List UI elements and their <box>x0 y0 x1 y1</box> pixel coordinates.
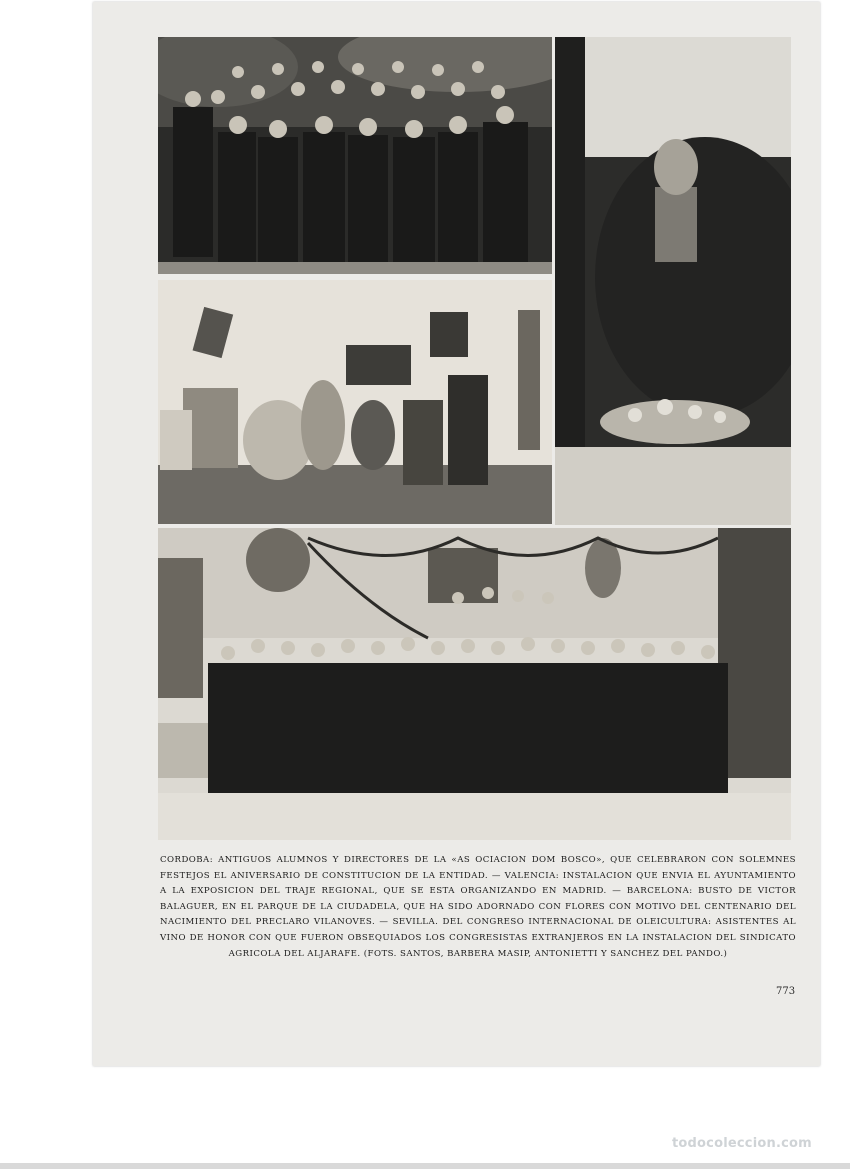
photo-cordoba-group <box>158 37 552 274</box>
bottom-scan-edge <box>0 1163 850 1169</box>
watermark-logo: todocoleccion.com <box>672 1136 812 1151</box>
photo-sevilla-reception <box>158 528 791 840</box>
photo-barcelona-bust <box>555 37 791 525</box>
page-number: 773 <box>776 986 796 997</box>
photo-caption: CORDOBA: ANTIGUOS ALUMNOS Y DIRECTORES DE LA «AS OCIACION DOM BOSCO», QUE CELEBRARON CON SOLEMNES FESTEJOS EL ANIVERSARIO DE CONSTITUCION DE LA ENTIDAD. — VALENCIA: INSTALACION QUE ENVIA EL AYUNTAMIENTO A LA EXPOSICION DEL TRAJE REGIONAL, QUE SE ESTA ORGANIZANDO EN MADRID. — BARCELONA: BUSTO DE VICTOR BALAGUER, EN EL PARQUE DE LA CIUDADELA, QUE HA SIDO ADORNADO CON FLORES CON MOTIVO DEL CENTENARIO DEL NACIMIENTO DEL PRECLARO VILANOVES. — SEVILLA. DEL CONGRESO INTERNACIONAL DE OLEICULTURA: ASISTENTES AL VINO DE HONOR CON QUE FUERON OBSEQUIADOS LOS CONGRESISTAS EXTRANJEROS EN LA INSTALACION DEL SINDICATO AGRICOLA DEL ALJARAFE. (FOTS. SANTOS, BARBERA MASIP, ANTONIETTI Y SANCHEZ DEL PANDO.) <box>160 855 796 959</box>
photo-valencia-exhibit <box>158 280 552 524</box>
